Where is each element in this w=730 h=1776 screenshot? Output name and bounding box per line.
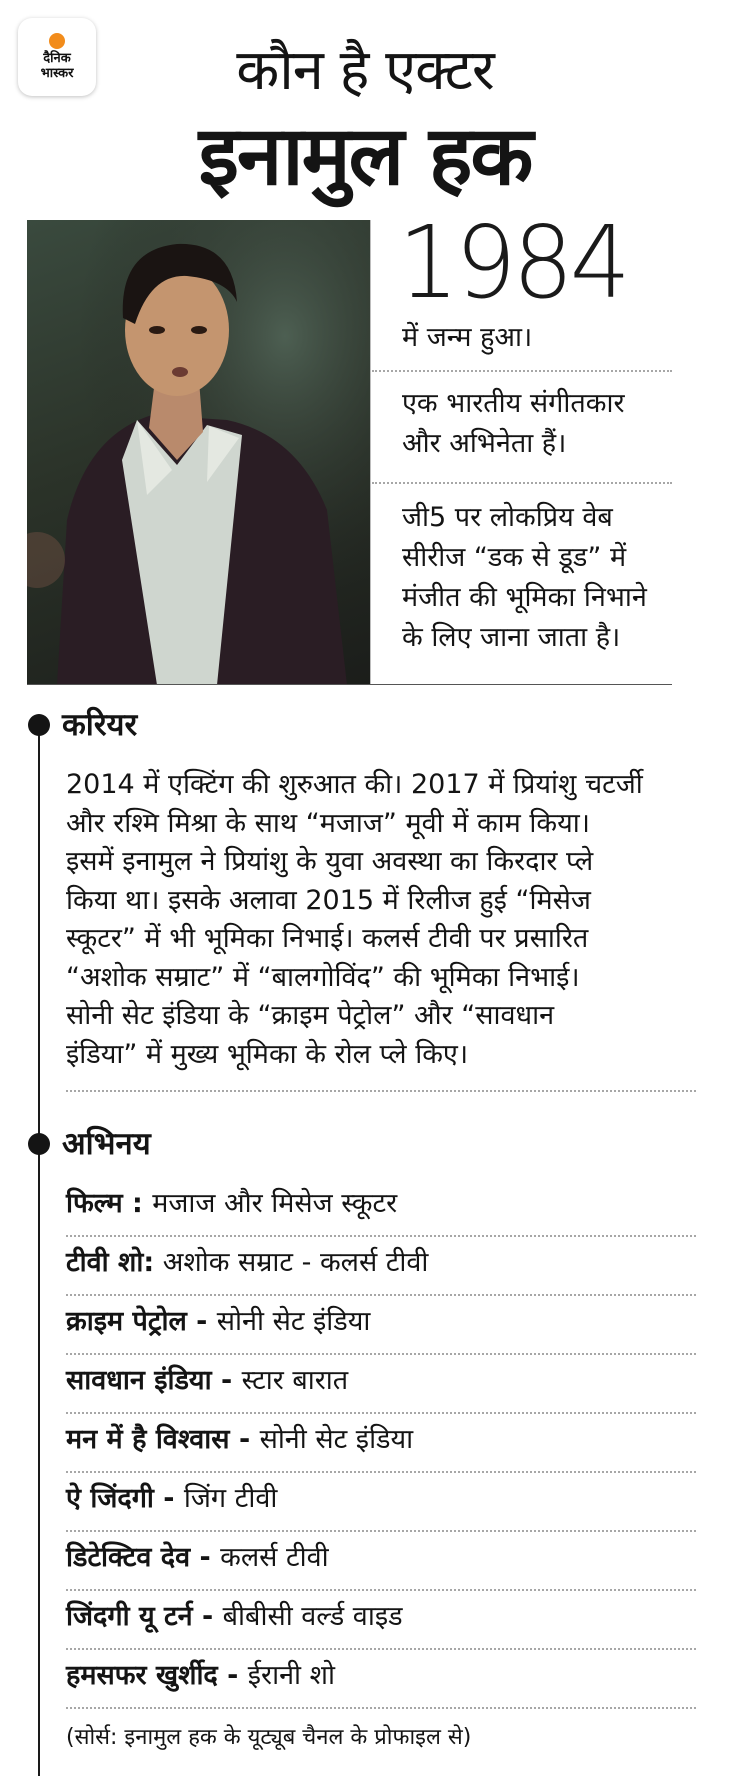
- acting-item-label: क्राइम पेट्रोल -: [66, 1306, 217, 1337]
- career-line: किया था। इसके अलावा 2015 में रिलीज हुई “मिसेज: [66, 884, 591, 916]
- acting-item-label: ऐ जिंदगी -: [66, 1483, 184, 1514]
- description-line: एक भारतीय संगीतकार: [402, 388, 625, 419]
- acting-item-value: ईरानी शो: [247, 1660, 335, 1691]
- acting-item-value: अशोक सम्राट - कलर्स टीवी: [154, 1247, 429, 1278]
- acting-item-value: बीबीसी वर्ल्ड वाइड: [222, 1601, 403, 1632]
- info-divider-2: [372, 482, 672, 484]
- acting-item: [66, 1242, 696, 1284]
- source-note: (सोर्स: इनामुल हक के यूट्यूब चैनल के प्रोफाइल से): [66, 1725, 472, 1750]
- career-line: “अशोक सम्राट” में “बालगोविंद” की भूमिका निभाई।: [66, 961, 580, 993]
- logo-text-line1: दैनिक: [43, 51, 71, 66]
- acting-divider: [66, 1412, 696, 1414]
- page-title-line2: इनामुल हक: [198, 109, 532, 204]
- acting-item-label: फिल्म :: [66, 1188, 153, 1219]
- acting-item-label: जिंदगी यू टर्न -: [66, 1601, 223, 1632]
- career-divider: [66, 1090, 696, 1092]
- description-line: और अभिनेता हैं।: [402, 428, 567, 459]
- acting-divider: [66, 1471, 696, 1473]
- career-line: इसमें इनामुल ने प्रियांशु के युवा अवस्था का किरदार प्ले: [66, 846, 594, 877]
- profile-bottom-rule: [27, 684, 672, 685]
- photo-divider: [370, 220, 371, 685]
- acting-item-value: कलर्स टीवी: [220, 1542, 329, 1573]
- acting-item: [66, 1478, 696, 1520]
- acting-item: [66, 1419, 696, 1461]
- description-text: [402, 384, 702, 464]
- acting-item-value: जिंग टीवी: [183, 1483, 278, 1514]
- acting-item: [66, 1360, 696, 1402]
- acting-heading: अभिनय: [62, 1126, 151, 1162]
- acting-item-value: मजाज और मिसेज स्कूटर: [152, 1188, 398, 1219]
- actor-photo: [27, 220, 371, 685]
- acting-item: [66, 1655, 696, 1697]
- acting-item-value: स्टार बारात: [241, 1365, 349, 1396]
- acting-divider: [66, 1589, 696, 1591]
- acting-divider: [66, 1353, 696, 1355]
- timeline-line: [38, 724, 40, 1776]
- acting-divider: [66, 1294, 696, 1296]
- career-line: इंडिया” में मुख्य भूमिका के रोल प्ले किए।: [66, 1038, 469, 1070]
- birth-text: में जन्म हुआ।: [402, 322, 533, 353]
- known-for-line: सीरीज “डक से डूड” में: [402, 542, 627, 573]
- career-line: सोनी सेट इंडिया के “क्राइम पेट्रोल” और “सावधान: [66, 1000, 555, 1031]
- acting-item: [66, 1301, 696, 1343]
- known-for-line: के लिए जाना जाता है।: [402, 622, 621, 653]
- acting-item-label: टीवी शो:: [66, 1247, 155, 1278]
- career-heading: करियर: [62, 707, 138, 743]
- info-divider-1: [372, 370, 672, 372]
- acting-bullet-icon: [28, 1133, 50, 1155]
- acting-item: [66, 1537, 696, 1579]
- known-for-text: [402, 498, 702, 658]
- page-title-line1: कौन है एक्टर: [236, 38, 494, 103]
- acting-divider: [66, 1707, 696, 1709]
- career-paragraph: [66, 766, 706, 1074]
- known-for-line: जी5 पर लोकप्रिय वेब: [402, 502, 613, 533]
- acting-item-value: सोनी सेट इंडिया: [216, 1306, 371, 1337]
- career-line: 2014 में एक्टिंग की शुरुआत की। 2017 में प्रियांशु चटर्जी: [66, 769, 643, 800]
- career-line: स्कूटर” में भी भूमिका निभाई। कलर्स टीवी पर प्रसारित: [66, 923, 589, 954]
- acting-item-label: डिटेक्टिव देव -: [66, 1542, 221, 1573]
- known-for-line: मंजीत की भूमिका निभाने: [402, 582, 647, 613]
- acting-item-label: मन में है विश्वास -: [66, 1424, 260, 1455]
- acting-divider: [66, 1648, 696, 1650]
- acting-divider: [66, 1530, 696, 1532]
- acting-item-label: हमसफर खुर्शीद -: [66, 1660, 248, 1691]
- acting-item: [66, 1183, 696, 1225]
- acting-item-value: सोनी सेट इंडिया: [259, 1424, 414, 1455]
- career-bullet-icon: [28, 714, 50, 736]
- career-line: और रश्मि मिश्रा के साथ “मजाज” मूवी में काम किया।: [66, 807, 591, 839]
- acting-divider: [66, 1235, 696, 1237]
- acting-item: [66, 1596, 696, 1638]
- birth-year: 1984: [398, 204, 627, 321]
- acting-item-label: सावधान इंडिया -: [66, 1365, 242, 1396]
- logo-text-line2: भास्कर: [40, 66, 74, 81]
